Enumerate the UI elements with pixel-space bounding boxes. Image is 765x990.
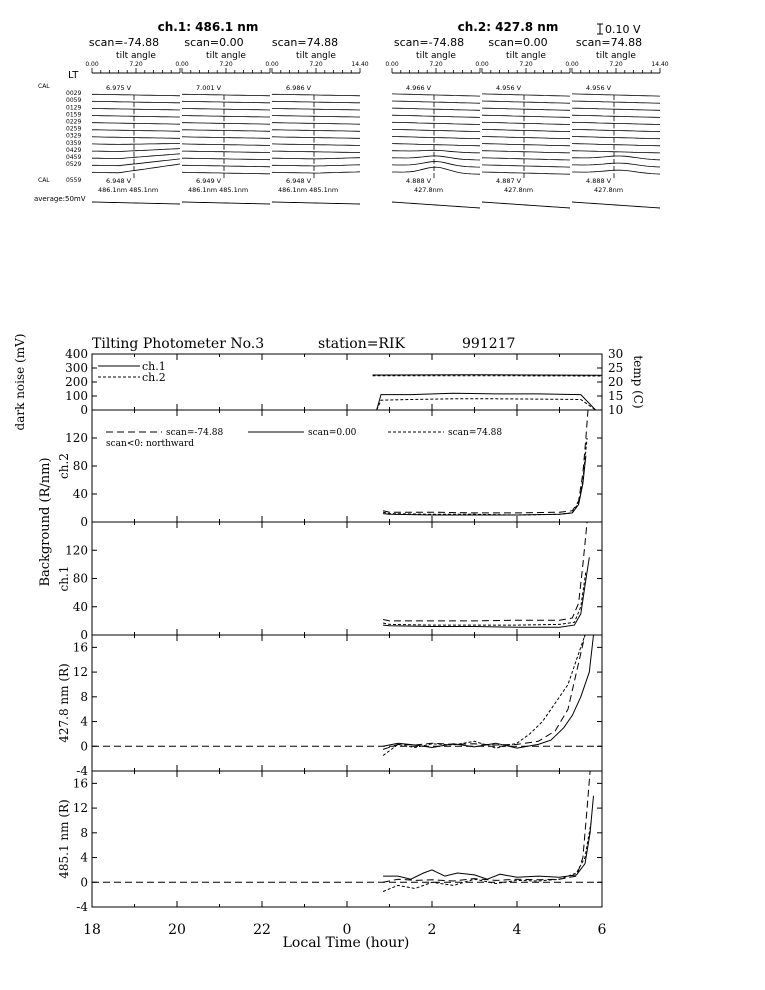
panel-ylabel: ch.1 xyxy=(57,565,71,592)
top-voltage-label: 6.986 V xyxy=(286,84,312,92)
background-ylabel: Background (R/nm) xyxy=(38,457,53,587)
tilt-tick-label: 7.20 xyxy=(519,61,533,68)
tilt-angle-label: tilt angle xyxy=(416,51,456,61)
y-tick-label: 100 xyxy=(65,389,88,403)
top-voltage-label: 4.956 V xyxy=(496,84,522,92)
scan-label: scan=74.88 xyxy=(575,36,643,49)
tilt-trace xyxy=(92,101,180,103)
y-tick-label: 40 xyxy=(72,487,88,501)
wavelength-label: 486.1nm 485.1nm xyxy=(278,186,339,194)
tilt-trace xyxy=(482,158,570,160)
tilt-trace xyxy=(182,172,270,174)
tilt-trace xyxy=(182,130,270,132)
panel-485-1 xyxy=(57,771,602,914)
panel-frame xyxy=(92,354,602,410)
y-tick-label: 16 xyxy=(72,776,88,791)
bottom-voltage-label: 4.887 V xyxy=(496,177,522,185)
tilt-trace xyxy=(482,137,570,139)
top-voltage-label: 6.975 V xyxy=(106,84,132,92)
row-label: 0059 xyxy=(66,97,82,105)
series-line xyxy=(383,557,589,627)
tilt-trace xyxy=(392,144,480,146)
average-trace xyxy=(482,202,570,208)
tilt-tick-label: 7.20 xyxy=(129,61,143,68)
legend-label: ch.1 xyxy=(142,360,166,373)
tilt-trace xyxy=(392,129,480,131)
average-trace xyxy=(392,202,480,208)
tilt-tick-label: 0.00 xyxy=(475,61,489,68)
date-label: 991217 xyxy=(462,336,516,352)
tilt-tick-label: 14.40 xyxy=(351,61,369,68)
row-label: CAL xyxy=(38,177,50,184)
series-line xyxy=(383,635,585,756)
panel-frame xyxy=(92,635,602,771)
tilt-trace xyxy=(572,129,660,131)
row-label: 0429 xyxy=(66,146,82,154)
wavelength-label: 486.1nm 485.1nm xyxy=(188,186,249,194)
tilt-tick-label: 7.20 xyxy=(429,61,443,68)
right-tick-label: 30 xyxy=(608,347,624,361)
row-label: 0259 xyxy=(66,125,82,133)
tilt-trace xyxy=(392,167,480,174)
wavelength-label: 486.1nm 485.1nm xyxy=(98,186,159,194)
bottom-voltage-label: 6.948 V xyxy=(106,177,132,185)
wavelength-label: 427.8nm xyxy=(504,186,534,194)
series-line xyxy=(383,438,587,515)
legend-label: scan=0.00 xyxy=(308,428,357,438)
right-tick-label: 20 xyxy=(608,375,624,389)
bottom-voltage-label: 4.888 V xyxy=(406,177,432,185)
tilt-trace xyxy=(392,156,480,160)
y-tick-label: 200 xyxy=(65,375,88,389)
right-tick-label: 15 xyxy=(608,389,624,403)
panel-background-ch2 xyxy=(57,410,602,529)
series-line xyxy=(373,375,603,376)
average-trace xyxy=(272,202,360,204)
scan-label: scan=0.00 xyxy=(488,36,548,49)
chart-title: Tilting Photometer No.3 xyxy=(92,336,265,352)
row-label: 0229 xyxy=(66,118,82,126)
scale-bar-label: 0.10 V xyxy=(605,23,641,36)
tilt-trace xyxy=(482,115,570,117)
x-axis-label: Local Time (hour) xyxy=(282,935,410,951)
tilt-trace xyxy=(572,101,660,103)
bottom-voltage-label: 6.949 V xyxy=(196,177,222,185)
row-label: 0029 xyxy=(66,90,82,98)
tilt-trace xyxy=(392,122,480,124)
series-line xyxy=(377,399,596,410)
tilt-trace xyxy=(482,122,570,124)
average-label: average:50mV xyxy=(34,195,86,203)
right-ylabel: temp (C) xyxy=(631,355,645,409)
tilt-trace xyxy=(92,159,180,166)
bottom-voltage-label: 4.888 V xyxy=(586,177,612,185)
tilt-trace xyxy=(272,144,360,146)
scan-label: scan=-74.88 xyxy=(88,36,160,49)
tilt-trace xyxy=(92,149,180,152)
tilt-trace xyxy=(272,151,360,153)
series-line xyxy=(383,410,588,513)
tilt-trace xyxy=(392,137,480,139)
tilt-trace xyxy=(272,165,360,166)
tilt-tick-label: 0.00 xyxy=(265,61,279,68)
wavelength-label: 427.8nm xyxy=(414,186,444,194)
series-line xyxy=(383,522,587,621)
tilt-tick-label: 0.00 xyxy=(385,61,399,68)
tilt-trace xyxy=(482,165,570,167)
tilt-angle-label: tilt angle xyxy=(296,51,336,61)
row-label: CAL xyxy=(38,83,50,90)
tilt-trace xyxy=(482,172,570,174)
tilt-trace xyxy=(272,101,360,103)
x-tick-label: 0 xyxy=(342,922,352,938)
row-labels xyxy=(38,83,81,184)
y-tick-label: 8 xyxy=(80,825,88,840)
tilt-trace xyxy=(182,144,270,146)
x-tick-label: 18 xyxy=(83,922,101,938)
station-label: station=RIK xyxy=(318,336,405,352)
y-tick-label: 0 xyxy=(80,403,88,417)
tilt-trace xyxy=(92,130,180,132)
tilt-trace xyxy=(92,154,180,159)
tilt-trace xyxy=(392,94,480,96)
tilt-trace xyxy=(272,116,360,118)
tilt-angle-labels xyxy=(85,51,668,68)
y-tick-label: 8 xyxy=(80,689,88,704)
row-label: 0459 xyxy=(66,154,82,161)
tilt-trace xyxy=(392,150,480,153)
average-trace xyxy=(182,202,270,204)
panel-frame xyxy=(92,410,602,522)
tilt-trace xyxy=(392,115,480,117)
panel-ylabel: ch.2 xyxy=(57,453,71,479)
tilt-tick-label: 14.40 xyxy=(651,61,669,68)
panel-frame xyxy=(92,771,602,907)
tilt-angle-label: tilt angle xyxy=(506,51,546,61)
tilt-trace xyxy=(572,156,660,160)
bottom-voltage-label: 6.948 V xyxy=(286,177,312,185)
y-tick-label: 80 xyxy=(72,571,88,586)
tilt-trace xyxy=(92,94,180,96)
scan-label: scan=74.88 xyxy=(271,36,339,49)
series-line xyxy=(383,796,593,880)
y-tick-label: 80 xyxy=(72,459,88,473)
right-tick-label: 25 xyxy=(608,361,624,375)
tilt-trace xyxy=(182,101,270,103)
x-tick-label: 2 xyxy=(427,922,437,938)
y-tick-label: 0 xyxy=(80,739,88,754)
tilt-trace xyxy=(182,94,270,96)
row-label: 0359 xyxy=(66,139,82,147)
row-label: 0129 xyxy=(66,104,82,112)
y-tick-label: -4 xyxy=(76,900,88,914)
y-tick-label: 4 xyxy=(80,714,88,729)
series-line xyxy=(383,635,591,749)
lt-label: LT xyxy=(68,70,79,81)
legend-label: scan=-74.88 xyxy=(166,428,224,438)
tilt-trace xyxy=(92,116,180,118)
tilt-trace xyxy=(272,137,360,139)
ch1-title: ch.1: 486.1 nm xyxy=(157,20,259,34)
ch2-title: ch.2: 427.8 nm xyxy=(457,20,559,34)
average-trace xyxy=(92,202,180,204)
y-tick-label: 0 xyxy=(80,515,88,529)
y-tick-label: 300 xyxy=(65,361,88,375)
tilt-trace xyxy=(572,122,660,124)
series-line xyxy=(383,571,586,625)
row-label: 0159 xyxy=(66,111,82,119)
y-tick-label: 0 xyxy=(80,628,88,642)
y-tick-label: 40 xyxy=(72,599,88,614)
tilt-axis-ticks xyxy=(92,68,660,73)
tilt-trace xyxy=(482,108,570,110)
top-voltage-label: 4.966 V xyxy=(406,84,432,92)
row-label: 0329 xyxy=(66,132,82,140)
top-voltage-label: 4.956 V xyxy=(586,84,612,92)
tilt-trace xyxy=(182,109,270,111)
scan-direction-note: scan<0: northward xyxy=(106,439,195,449)
series-line xyxy=(383,771,590,882)
panel-ylabel: 485.1 nm (R) xyxy=(57,799,71,879)
tilt-tick-label: 0.00 xyxy=(175,61,189,68)
tilt-trace xyxy=(572,115,660,117)
tilt-tick-label: 7.20 xyxy=(309,61,323,68)
y-tick-label: 120 xyxy=(65,431,88,445)
tilt-trace xyxy=(572,137,660,139)
tilt-trace xyxy=(92,137,180,139)
x-tick-label: 22 xyxy=(253,922,271,938)
tilt-trace xyxy=(482,151,570,153)
tilt-tick-label: 7.20 xyxy=(609,61,623,68)
tilt-tick-label: 7.20 xyxy=(219,61,233,68)
tilt-trace xyxy=(572,144,660,146)
tilt-trace xyxy=(272,109,360,111)
y-tick-label: 12 xyxy=(72,801,88,816)
scale-bar-icon xyxy=(597,24,603,34)
tilt-trace xyxy=(182,116,270,118)
tilt-trace xyxy=(272,130,360,132)
tilt-tick-label: 0.00 xyxy=(85,61,99,68)
legend-label: scan=74.88 xyxy=(448,428,503,438)
row-label: 0529 xyxy=(66,161,82,169)
tilt-trace xyxy=(182,123,270,125)
right-tick-label: 10 xyxy=(608,403,624,417)
y-tick-label: 400 xyxy=(65,347,88,361)
y-tick-label: 12 xyxy=(72,665,88,680)
tilt-trace xyxy=(392,108,480,110)
tilt-trace xyxy=(182,151,270,153)
tilt-trace xyxy=(92,123,180,125)
tilt-trace xyxy=(482,144,570,146)
tilt-traces xyxy=(92,94,660,208)
tilt-trace xyxy=(182,158,270,160)
panel-ylabel: 427.8 nm (R) xyxy=(57,663,71,743)
tilt-trace xyxy=(92,109,180,111)
tilt-trace xyxy=(92,144,180,145)
scan-label: scan=0.00 xyxy=(184,36,244,49)
tilt-angle-section xyxy=(34,20,669,208)
tilt-trace xyxy=(482,94,570,96)
series-line xyxy=(383,635,593,748)
tilt-trace xyxy=(572,151,660,153)
scan-label: scan=-74.88 xyxy=(393,36,465,49)
tilt-trace xyxy=(482,101,570,103)
panel-ylabel: dark noise (mV) xyxy=(13,333,27,431)
tilt-trace xyxy=(272,123,360,125)
tilt-tick-label: 0.00 xyxy=(565,61,579,68)
average-trace xyxy=(572,202,660,208)
tilt-trace xyxy=(572,94,660,96)
voltage-labels xyxy=(98,84,623,194)
tilt-trace xyxy=(572,108,660,110)
tilt-trace xyxy=(572,170,660,174)
tilt-angle-label: tilt angle xyxy=(116,51,156,61)
x-tick-label: 4 xyxy=(512,922,522,938)
tilt-trace xyxy=(392,101,480,103)
y-tick-label: 0 xyxy=(80,875,88,890)
y-tick-label: 16 xyxy=(72,640,88,655)
y-tick-label: 120 xyxy=(65,543,88,558)
tilt-trace xyxy=(182,137,270,139)
tilt-trace xyxy=(272,94,360,96)
panel-427-8 xyxy=(57,635,602,778)
x-tick-label: 6 xyxy=(597,922,607,938)
tilt-trace xyxy=(392,162,480,168)
panel-background-ch1 xyxy=(57,522,602,642)
wavelength-label: 427.8nm xyxy=(594,186,624,194)
row-label: 0559 xyxy=(66,177,82,184)
y-tick-label: 4 xyxy=(80,850,88,865)
tilt-angle-label: tilt angle xyxy=(206,51,246,61)
series-line xyxy=(383,456,586,516)
tilt-trace xyxy=(482,129,570,131)
tilt-angle-label: tilt angle xyxy=(596,51,636,61)
series-line xyxy=(377,393,596,410)
tilt-trace xyxy=(272,158,360,159)
series-line xyxy=(383,821,591,892)
chart-panels xyxy=(13,334,645,938)
y-tick-label: -4 xyxy=(76,764,88,778)
tilt-trace xyxy=(272,172,360,173)
x-tick-label: 20 xyxy=(168,922,186,938)
tilt-trace xyxy=(572,163,660,167)
panel-frame xyxy=(92,522,602,635)
tilt-trace xyxy=(182,165,270,167)
legend-label: ch.2 xyxy=(142,371,166,384)
top-voltage-label: 7.001 V xyxy=(196,84,222,92)
